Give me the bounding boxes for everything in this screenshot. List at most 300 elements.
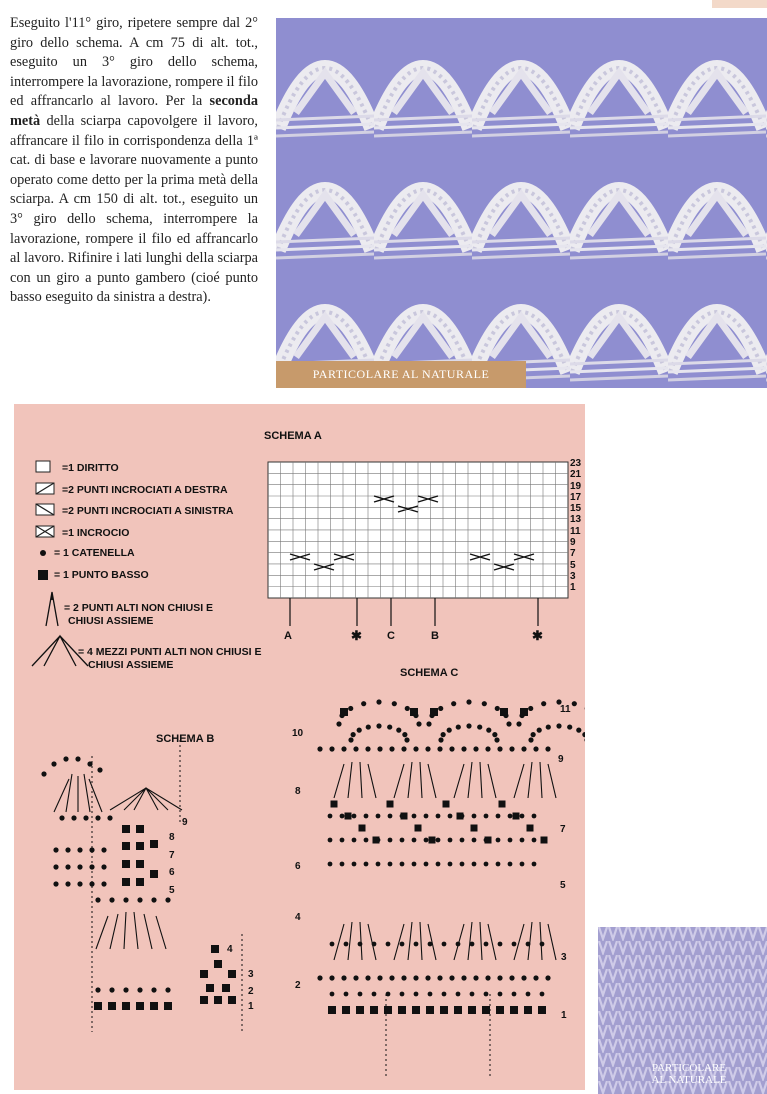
chain-stitch-dot bbox=[545, 746, 550, 751]
photo-caption-bottom bbox=[614, 1062, 764, 1086]
schema-a-row-number: 21 bbox=[570, 469, 582, 481]
photo-caption: PARTICOLARE AL NATURALE bbox=[276, 361, 526, 388]
single-crochet-square bbox=[510, 1006, 518, 1014]
chain-stitch-dot bbox=[376, 699, 381, 704]
chain-stitch-dot bbox=[456, 992, 461, 997]
chain-stitch-dot bbox=[447, 728, 452, 733]
schema-c-row-5: 5 bbox=[560, 880, 566, 891]
intro-part-1: Eseguito l'11° giro, ripetere sempre dal 2° giro dello schema. A cm 75 di alt. tot., eseguito un 3° giro dello schema, interrompere la lavorazione, rompere il filo ed affrancarlo al lavoro. Per la bbox=[10, 15, 258, 110]
chain-stitch-dot bbox=[546, 724, 551, 729]
chain-stitch-dot bbox=[456, 724, 461, 729]
chain-stitch-dot bbox=[123, 897, 128, 902]
chain-stitch-dot bbox=[101, 864, 106, 869]
chain-stitch-dot bbox=[341, 746, 346, 751]
schema-a-marker-c: C bbox=[387, 630, 395, 642]
chain-stitch-dot bbox=[404, 737, 409, 742]
schema-a-title: SCHEMA A bbox=[264, 430, 322, 442]
chain-stitch-dot bbox=[400, 862, 405, 867]
chain-stitch-dot bbox=[53, 881, 58, 886]
single-crochet-square bbox=[136, 1002, 144, 1010]
chain-stitch-dot bbox=[59, 815, 64, 820]
chain-stitch-dot bbox=[508, 862, 513, 867]
chain-stitch-dot bbox=[584, 737, 585, 742]
single-crochet-square bbox=[541, 837, 548, 844]
chain-stitch-dot bbox=[372, 992, 377, 997]
schema-b-title: SCHEMA B bbox=[156, 733, 215, 745]
chain-stitch-dot bbox=[532, 862, 537, 867]
single-crochet-square bbox=[356, 1006, 364, 1014]
chain-stitch-dot bbox=[364, 814, 369, 819]
chain-stitch-dot bbox=[437, 975, 442, 980]
schema-a-row-number: 23 bbox=[570, 458, 582, 469]
chain-stitch-dot bbox=[365, 746, 370, 751]
chain-stitch-dot bbox=[509, 746, 514, 751]
intro-bold: seconda metà bbox=[10, 93, 258, 129]
chain-stitch-dot bbox=[352, 814, 357, 819]
single-crochet-square bbox=[429, 837, 436, 844]
schema-a-row-number: 3 bbox=[570, 570, 576, 582]
chain-stitch-dot bbox=[71, 815, 76, 820]
chain-stitch-dot bbox=[412, 838, 417, 843]
chain-stitch-dot bbox=[388, 814, 393, 819]
schema-a-row-number: 5 bbox=[570, 559, 576, 571]
chain-stitch-dot bbox=[77, 864, 82, 869]
chain-stitch-dot bbox=[137, 897, 142, 902]
legend-label-punto-basso: = 1 PUNTO BASSO bbox=[54, 569, 149, 581]
single-crochet-square bbox=[164, 1002, 172, 1010]
schema-c-diagram bbox=[317, 699, 585, 1079]
single-crochet-square bbox=[527, 825, 534, 832]
single-crochet-square bbox=[457, 813, 464, 820]
chain-stitch-dot bbox=[477, 724, 482, 729]
chain-stitch-dot bbox=[53, 864, 58, 869]
chain-stitch-dot bbox=[95, 815, 100, 820]
chain-stitch-dot bbox=[400, 992, 405, 997]
chain-stitch-dot bbox=[330, 992, 335, 997]
chain-stitch-dot bbox=[424, 838, 429, 843]
chain-stitch-dot bbox=[506, 721, 511, 726]
chain-stitch-dot bbox=[353, 746, 358, 751]
single-crochet-square bbox=[122, 878, 130, 886]
schema-b-row-7: 7 bbox=[169, 850, 175, 861]
chain-stitch-dot bbox=[472, 838, 477, 843]
chain-stitch-dot bbox=[498, 942, 503, 947]
chain-stitch-dot bbox=[389, 746, 394, 751]
chain-stitch-dot bbox=[520, 814, 525, 819]
chain-stitch-dot bbox=[438, 706, 443, 711]
schema-c-row-2: 2 bbox=[295, 980, 301, 991]
chain-stitch-dot bbox=[437, 746, 442, 751]
single-crochet-square bbox=[200, 996, 208, 1004]
single-crochet-square bbox=[430, 708, 438, 716]
chain-stitch-dot bbox=[376, 862, 381, 867]
schema-a-row-number: 15 bbox=[570, 503, 582, 515]
schema-b-row-8: 8 bbox=[169, 832, 175, 843]
single-crochet-square bbox=[214, 960, 222, 968]
chain-stitch-dot bbox=[77, 847, 82, 852]
single-crochet-square bbox=[136, 842, 144, 850]
chain-stitch-dot bbox=[473, 746, 478, 751]
chain-stitch-dot bbox=[413, 746, 418, 751]
schema-a-row-number: 13 bbox=[570, 514, 582, 526]
schema-b-row-9: 9 bbox=[182, 817, 188, 828]
chain-stitch-dot bbox=[438, 737, 443, 742]
chain-stitch-dot bbox=[344, 992, 349, 997]
chain-stitch-dot bbox=[532, 814, 537, 819]
single-crochet-square bbox=[150, 1002, 158, 1010]
single-crochet-square bbox=[426, 1006, 434, 1014]
chain-stitch-dot bbox=[442, 942, 447, 947]
chain-stitch-dot bbox=[448, 838, 453, 843]
chain-stitch-dot bbox=[451, 701, 456, 706]
schema-a-grid bbox=[268, 462, 568, 626]
chain-stitch-dot bbox=[497, 746, 502, 751]
chain-stitch-dot bbox=[533, 746, 538, 751]
legend-label-fan: = 4 MEZZI PUNTI ALTI NON CHIUSI E bbox=[78, 646, 262, 658]
chain-stitch-dot bbox=[424, 814, 429, 819]
chain-stitch-dot bbox=[576, 728, 581, 733]
legend-label-fan-2: CHIUSI ASSIEME bbox=[88, 659, 174, 671]
chain-stitch-dot bbox=[567, 724, 572, 729]
single-crochet-square bbox=[500, 708, 508, 716]
chain-stitch-dot bbox=[466, 723, 471, 728]
chain-stitch-dot bbox=[366, 724, 371, 729]
legend-label-double-tall-2: CHIUSI ASSIEME bbox=[68, 615, 154, 627]
chain-stitch-dot bbox=[528, 737, 533, 742]
chain-stitch-dot bbox=[485, 746, 490, 751]
chain-stitch-dot bbox=[532, 838, 537, 843]
chain-stitch-dot bbox=[473, 975, 478, 980]
photo-caption-bottom-line-2: AL NATURALE bbox=[651, 1074, 727, 1086]
chain-stitch-dot bbox=[540, 992, 545, 997]
chain-stitch-dot bbox=[53, 847, 58, 852]
chain-stitch-dot bbox=[520, 838, 525, 843]
chain-stitch-dot bbox=[512, 942, 517, 947]
chain-stitch-dot bbox=[361, 701, 366, 706]
chain-stitch-dot bbox=[461, 975, 466, 980]
single-crochet-square bbox=[471, 825, 478, 832]
chain-stitch-dot bbox=[412, 862, 417, 867]
single-crochet-square bbox=[384, 1006, 392, 1014]
chain-stitch-dot bbox=[389, 975, 394, 980]
chain-stitch-dot bbox=[386, 942, 391, 947]
chain-stitch-dot bbox=[123, 987, 128, 992]
chain-stitch-dot bbox=[348, 737, 353, 742]
chain-stitch-dot bbox=[386, 992, 391, 997]
chain-stitch-dot bbox=[556, 723, 561, 728]
chain-stitch-dot bbox=[377, 975, 382, 980]
chain-stitch-dot bbox=[352, 862, 357, 867]
chain-stitch-dot bbox=[449, 975, 454, 980]
chain-stitch-dot bbox=[364, 838, 369, 843]
schema-b-row-5: 5 bbox=[169, 885, 175, 896]
chain-stitch-dot bbox=[448, 814, 453, 819]
chain-stitch-dot bbox=[87, 761, 92, 766]
chain-stitch-dot bbox=[336, 721, 341, 726]
single-crochet-square bbox=[387, 801, 394, 808]
single-crochet-square bbox=[150, 840, 158, 848]
chain-stitch-dot bbox=[412, 814, 417, 819]
chain-stitch-dot bbox=[51, 761, 56, 766]
schema-a-marker-a: A bbox=[284, 630, 292, 642]
chain-stitch-dot bbox=[494, 737, 499, 742]
chain-stitch-dot bbox=[426, 721, 431, 726]
chain-stitch-dot bbox=[83, 815, 88, 820]
chain-stitch-dot bbox=[402, 732, 407, 737]
chain-stitch-dot bbox=[495, 706, 500, 711]
chain-stitch-dot bbox=[521, 975, 526, 980]
chain-stitch-dot bbox=[65, 847, 70, 852]
schema-b-row-1: 1 bbox=[248, 1001, 254, 1012]
chain-stitch-dot bbox=[376, 814, 381, 819]
chain-stitch-dot bbox=[151, 987, 156, 992]
single-crochet-square bbox=[122, 842, 130, 850]
chain-stitch-dot bbox=[461, 746, 466, 751]
chain-stitch-dot bbox=[137, 987, 142, 992]
chain-stitch-dot bbox=[496, 838, 501, 843]
chain-stitch-dot bbox=[365, 975, 370, 980]
chain-stitch-dot bbox=[425, 746, 430, 751]
chain-stitch-dot bbox=[377, 746, 382, 751]
schema-b-row-4: 4 bbox=[227, 944, 233, 955]
single-crochet-square bbox=[496, 1006, 504, 1014]
chain-stitch-dot bbox=[109, 897, 114, 902]
chain-stitch-dot bbox=[97, 767, 102, 772]
chain-stitch-dot bbox=[101, 847, 106, 852]
single-crochet-square bbox=[122, 825, 130, 833]
chain-stitch-dot bbox=[508, 814, 513, 819]
chain-stitch-dot bbox=[414, 992, 419, 997]
chain-stitch-dot bbox=[405, 706, 410, 711]
schema-a-row-number: 1 bbox=[570, 582, 576, 594]
schema-c-row-7: 7 bbox=[560, 824, 566, 835]
chain-stitch-dot bbox=[340, 838, 345, 843]
schema-c-row-6: 6 bbox=[295, 861, 301, 872]
schema-a-marker-star-2: ✱ bbox=[532, 628, 543, 643]
chain-stitch-dot bbox=[436, 838, 441, 843]
single-crochet-square bbox=[122, 860, 130, 868]
single-crochet-square bbox=[440, 1006, 448, 1014]
chain-stitch-dot bbox=[484, 814, 489, 819]
single-crochet-square bbox=[398, 1006, 406, 1014]
chain-stitch-dot bbox=[460, 862, 465, 867]
schema-a-row-number: 11 bbox=[570, 525, 581, 537]
single-crochet-square bbox=[499, 801, 506, 808]
chain-stitch-dot bbox=[75, 756, 80, 761]
chain-stitch-dot bbox=[492, 732, 497, 737]
chain-stitch-dot bbox=[533, 975, 538, 980]
legend-label-crossing: =1 INCROCIO bbox=[62, 527, 130, 539]
chain-stitch-dot bbox=[572, 701, 577, 706]
chain-stitch-dot bbox=[357, 728, 362, 733]
chain-stitch-dot bbox=[376, 723, 381, 728]
single-crochet-square bbox=[345, 813, 352, 820]
single-crochet-square bbox=[150, 870, 158, 878]
schema-c-row-9: 9 bbox=[558, 754, 564, 765]
single-crochet-square bbox=[228, 970, 236, 978]
intro-text bbox=[10, 14, 258, 308]
chain-stitch-dot bbox=[449, 746, 454, 751]
chain-stitch-dot bbox=[340, 814, 345, 819]
chain-stitch-dot bbox=[165, 897, 170, 902]
chain-stitch-dot bbox=[484, 992, 489, 997]
single-crochet-square bbox=[340, 708, 348, 716]
schema-a-row-number: 19 bbox=[570, 480, 582, 492]
chain-stitch-dot bbox=[344, 942, 349, 947]
single-crochet-square bbox=[373, 837, 380, 844]
chain-stitch-dot bbox=[545, 975, 550, 980]
single-crochet-square bbox=[136, 878, 144, 886]
chain-stitch-dot bbox=[541, 701, 546, 706]
schema-b-row-3: 3 bbox=[248, 969, 254, 980]
chain-stitch-dot bbox=[400, 942, 405, 947]
chain-stitch-dot bbox=[442, 992, 447, 997]
single-crochet-square bbox=[482, 1006, 490, 1014]
chain-stitch-dot bbox=[63, 756, 68, 761]
chain-stitch-dot bbox=[400, 838, 405, 843]
schema-a-row-numbers bbox=[570, 458, 584, 594]
chain-stitch-dot bbox=[448, 862, 453, 867]
intro-part-2: della sciarpa capovolgere il lavoro, affrancare il filo in corrispondenza della 1ª cat. di base e lavorare nuovamente a punto operato come detto per la prima metà della sciarpa. A cm 150 di alt. tot., eseguito un 3° giro dello schema, interrompere la lavorazione, rompere il filo ed affrancarlo al lavoro. Rifinire i lati lunghi della sciarpa con un giro a punto gambero (cioé punto basso eseguito da sinistra a destra). bbox=[10, 112, 258, 306]
schema-a-row-number: 9 bbox=[570, 537, 576, 549]
schema-c-row-10: 10 bbox=[292, 728, 304, 739]
chain-stitch-dot bbox=[428, 992, 433, 997]
chain-stitch-dot bbox=[358, 992, 363, 997]
chain-stitch-dot bbox=[496, 814, 501, 819]
chain-stitch-dot bbox=[512, 992, 517, 997]
single-crochet-square bbox=[214, 996, 222, 1004]
schema-b-row-2: 2 bbox=[248, 986, 254, 997]
chain-stitch-dot bbox=[460, 838, 465, 843]
chain-stitch-dot bbox=[41, 771, 46, 776]
chain-stitch-dot bbox=[472, 814, 477, 819]
chain-stitch-dot bbox=[531, 732, 536, 737]
chain-stitch-dot bbox=[424, 862, 429, 867]
chain-stitch-dot bbox=[109, 987, 114, 992]
single-crochet-square bbox=[94, 1002, 102, 1010]
single-crochet-square bbox=[342, 1006, 350, 1014]
chain-stitch-dot bbox=[521, 746, 526, 751]
crochet-detail-photo bbox=[276, 18, 767, 388]
chain-stitch-dot bbox=[388, 838, 393, 843]
chain-stitch-dot bbox=[351, 732, 356, 737]
single-crochet-square bbox=[513, 813, 520, 820]
chain-stitch-dot bbox=[107, 815, 112, 820]
chain-stitch-dot bbox=[101, 881, 106, 886]
chain-stitch-dot bbox=[387, 724, 392, 729]
single-crochet-square bbox=[228, 996, 236, 1004]
schema-c-row-11: 11 bbox=[560, 704, 571, 715]
chain-stitch-dot bbox=[340, 862, 345, 867]
legend-label-catenella: = 1 CATENELLA bbox=[54, 547, 135, 559]
single-crochet-square bbox=[524, 1006, 532, 1014]
single-crochet-square bbox=[359, 825, 366, 832]
legend-label-cross-right: =2 PUNTI INCROCIATI A DESTRA bbox=[62, 484, 228, 496]
single-crochet-square bbox=[370, 1006, 378, 1014]
legend-label-double-tall: = 2 PUNTI ALTI NON CHIUSI E bbox=[64, 602, 214, 614]
schema-c-row-4: 4 bbox=[295, 912, 301, 923]
diagram-panel bbox=[14, 404, 585, 1090]
chain-stitch-dot bbox=[329, 975, 334, 980]
chain-stitch-dot bbox=[330, 942, 335, 947]
chain-stitch-dot bbox=[436, 862, 441, 867]
schema-c-row-3: 3 bbox=[561, 952, 567, 963]
chain-stitch-dot bbox=[317, 975, 322, 980]
chain-stitch-dot bbox=[582, 732, 585, 737]
schema-c-title: SCHEMA C bbox=[400, 667, 459, 679]
single-crochet-square bbox=[538, 1006, 546, 1014]
chain-stitch-dot bbox=[329, 746, 334, 751]
schema-a-marker-b: B bbox=[431, 630, 439, 642]
single-crochet-square bbox=[206, 984, 214, 992]
chain-stitch-dot bbox=[441, 732, 446, 737]
chain-stitch-dot bbox=[520, 862, 525, 867]
chain-stitch-dot bbox=[482, 701, 487, 706]
chain-stitch-dot bbox=[508, 838, 513, 843]
legend-label-diritto: =1 DIRITTO bbox=[62, 462, 119, 474]
chain-stitch-dot bbox=[352, 838, 357, 843]
chain-stitch-dot bbox=[484, 862, 489, 867]
chain-stitch-dot bbox=[413, 975, 418, 980]
schema-a-marker-star-1: ✱ bbox=[351, 628, 362, 643]
legend-label-cross-left: =2 PUNTI INCROCIATI A SINISTRA bbox=[62, 505, 234, 517]
chain-stitch-dot bbox=[496, 862, 501, 867]
chain-stitch-dot bbox=[498, 992, 503, 997]
single-crochet-square bbox=[211, 945, 219, 953]
single-crochet-square bbox=[454, 1006, 462, 1014]
chain-stitch-dot bbox=[466, 699, 471, 704]
single-crochet-square bbox=[520, 708, 528, 716]
chain-stitch-dot bbox=[328, 838, 333, 843]
single-crochet-square bbox=[200, 970, 208, 978]
single-crochet-square bbox=[410, 708, 418, 716]
chain-stitch-dot bbox=[401, 975, 406, 980]
chain-stitch-dot bbox=[509, 975, 514, 980]
chain-stitch-dot bbox=[414, 942, 419, 947]
single-crochet-square bbox=[108, 1002, 116, 1010]
single-crochet-square bbox=[136, 860, 144, 868]
schema-a-row-number: 17 bbox=[570, 491, 582, 503]
chain-stitch-dot bbox=[151, 897, 156, 902]
chain-stitch-dot bbox=[516, 721, 521, 726]
single-crochet-square bbox=[412, 1006, 420, 1014]
single-crochet-square bbox=[222, 984, 230, 992]
page-corner-tab bbox=[712, 0, 767, 8]
chain-stitch-dot bbox=[165, 987, 170, 992]
chain-stitch-dot bbox=[65, 881, 70, 886]
chain-stitch-dot bbox=[95, 897, 100, 902]
chain-stitch-dot bbox=[328, 814, 333, 819]
chain-stitch-dot bbox=[353, 975, 358, 980]
single-crochet-square bbox=[122, 1002, 130, 1010]
chain-stitch-dot bbox=[348, 706, 353, 711]
chain-stitch-dot bbox=[65, 864, 70, 869]
chain-stitch-dot bbox=[470, 992, 475, 997]
chain-stitch-dot bbox=[89, 881, 94, 886]
chain-stitch-dot bbox=[95, 987, 100, 992]
chain-stitch-dot bbox=[485, 975, 490, 980]
chain-stitch-dot bbox=[328, 862, 333, 867]
photo-caption-bottom-line-1: PARTICOLARE bbox=[651, 1062, 727, 1074]
schema-c-row-8: 8 bbox=[295, 786, 301, 797]
chain-stitch-dot bbox=[89, 864, 94, 869]
schema-b-row-6: 6 bbox=[169, 867, 175, 878]
chain-stitch-dot bbox=[472, 862, 477, 867]
chain-stitch-dot bbox=[77, 881, 82, 886]
chain-stitch-dot bbox=[392, 701, 397, 706]
chain-stitch-dot bbox=[89, 847, 94, 852]
chain-stitch-dot bbox=[484, 942, 489, 947]
